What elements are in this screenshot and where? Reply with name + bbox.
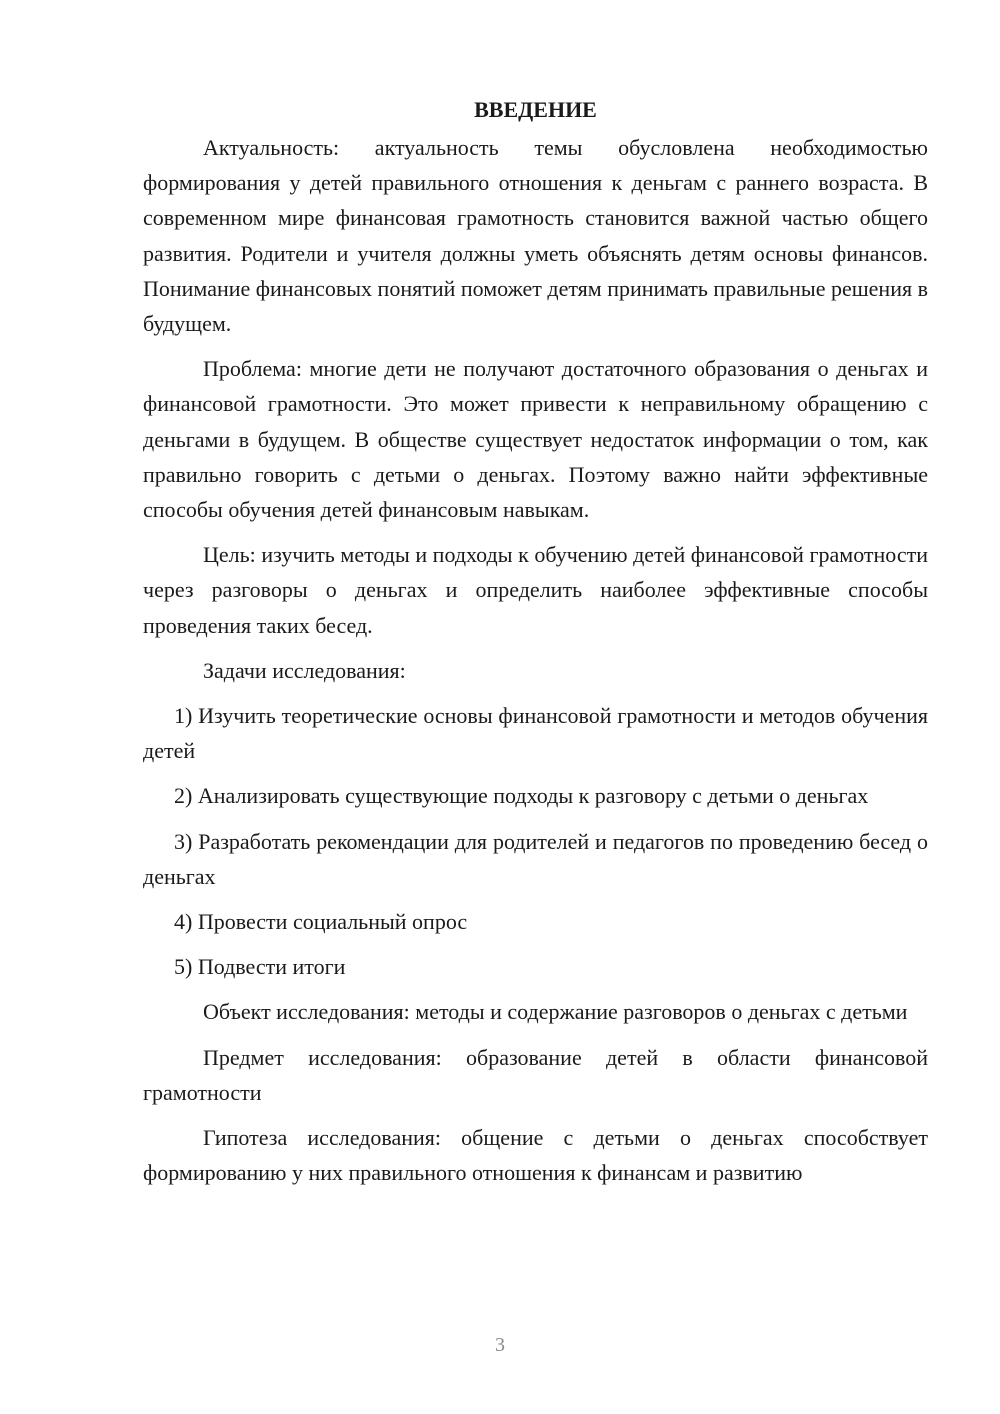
task-item: 1) Изучить теоретические основы финансовой грамотности и методов обучения детей <box>143 703 928 764</box>
paragraph-problem: Проблема: многие дети не получают достаточного образования о деньгах и финансовой грамотности. Это может привести к неправильному обращению с деньгами в будущем. В обществе существует недостаток информации о том, как правильно говорить с детьми о деньгах. Поэтому важно найти эффективные способы обучения детей финансовым навыкам. <box>143 356 928 523</box>
document-page <box>143 92 928 1200</box>
paragraph-relevance: Актуальность: актуальность темы обусловлена необходимостью формирования у детей правильного отношения к деньгам с раннего возраста. В современном мире финансовая грамотность становится важной частью общего развития. Родители и учителя должны уметь объяснять детям основы финансов. Понимание финансовых понятий поможет детям принимать правильные решения в будущем. <box>143 135 928 337</box>
task-item: 2) Анализировать существующие подходы к разговору с детьми о деньгах <box>174 783 869 809</box>
task-item: 3) Разработать рекомендации для родителей и педагогов по проведению бесед о деньгах <box>143 828 928 889</box>
paragraph-hypothesis: Гипотеза исследования: общение с детьми о деньгах способствует формированию у них правильного отношения к финансам и развитию <box>143 1125 928 1186</box>
page-number: 3 <box>495 1334 505 1356</box>
paragraph-subject: Предмет исследования: образование детей в области финансовой грамотности <box>143 1044 928 1105</box>
task-item: 4) Провести социальный опрос <box>174 909 468 935</box>
task-item: 5) Подвести итоги <box>174 954 346 980</box>
tasks-title: Задачи исследования: <box>203 657 406 683</box>
paragraph-goal: Цель: изучить методы и подходы к обучению детей финансовой грамотности через разговоры о деньгах и определить наиболее эффективные способы проведения таких бесед. <box>143 542 928 638</box>
paragraph-object: Объект исследования: методы и содержание разговоров о деньгах с детьми <box>203 999 908 1025</box>
page-title: ВВЕДЕНИЕ <box>474 97 597 122</box>
